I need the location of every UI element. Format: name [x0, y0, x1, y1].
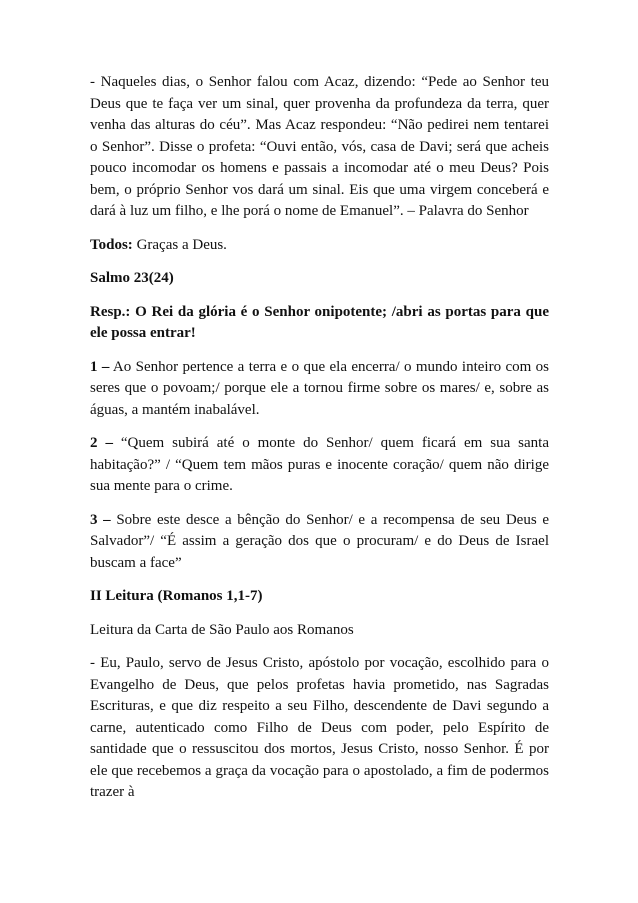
first-reading-text: - Naqueles dias, o Senhor falou com Acaz, dizendo: “Pede ao Senhor teu Deus que te faça ver um sinal, quer provenha da profundeza da terra, quer venha das alturas do céu”. Mas Acaz respondeu: “Não pedirei nem tentarei o Senhor”. Disse o profeta: “Ouvi então, vós, casa de Davi; será que acheis pouco incomodar os homens e passais a incomodar até o meu Deus? Pois bem, o próprio Senhor vos dará um sinal. Eis que uma virgem conceberá e dará à luz um filho, e lhe porá o nome de Emanuel”. – Palavra do Senhor [90, 74, 549, 219]
verse-text: Ao Senhor pertence a terra e o que ela encerra/ o mundo inteiro com os seres que o povoam;/ porque ele a tornou firme sobre os mares/ e, sobre as águas, a mantém inabalável. [90, 358, 549, 418]
document-page [90, 72, 549, 816]
verse-dash: – [97, 435, 113, 451]
psalm-verse-3 [90, 510, 549, 575]
verse-text: “Quem subirá até o monte do Senhor/ quem ficará em sua santa habitação?” / “Quem tem mãos puras e inocente coração/ quem não dirige sua mente para o crime. [90, 435, 549, 494]
verse-dash: – [97, 358, 110, 375]
psalm-verse-1 [90, 357, 549, 422]
verse-number: 3 [90, 511, 98, 528]
verse-dash: – [97, 511, 111, 528]
verse-number: 1 [90, 358, 98, 375]
second-reading-intro: Leitura da Carta de São Paulo aos Romanos [90, 621, 354, 638]
second-reading-title: II Leitura (Romanos 1,1-7) [90, 588, 263, 604]
psalm-response: Resp.: O Rei da glória é o Senhor onipotente; /abri as portas para que ele possa entrar! [90, 303, 549, 341]
response-text: Graças a Deus. [132, 236, 227, 253]
verse-text: Sobre este desce a bênção do Senhor/ e a recompensa de seu Deus e Salvador”/ “É assim a geração dos que o procuram/ e do Deus de Israel buscam a face” [90, 511, 549, 571]
verse-number: 2 [90, 435, 98, 451]
second-reading-text: - Eu, Paulo, servo de Jesus Cristo, apóstolo por vocação, escolhido para o Evangelho de Deus, que pelos profetas havia prometido, nas Sagradas Escrituras, e que diz respeito a seu Filho, descendente de Davi segundo a carne, autenticado como Filho de Deus com poder, pelo Espírito de santidade que o ressuscitou dos mortos, Jesus Cristo, nosso Senhor. É por ele que recebemos a graça da vocação para o apostolado, a fim de podermos trazer à [90, 655, 549, 800]
psalm-verse-2 [90, 433, 549, 498]
assembly-response [90, 235, 549, 257]
psalm-title: Salmo 23(24) [90, 270, 174, 286]
response-label: Todos: [90, 236, 133, 253]
